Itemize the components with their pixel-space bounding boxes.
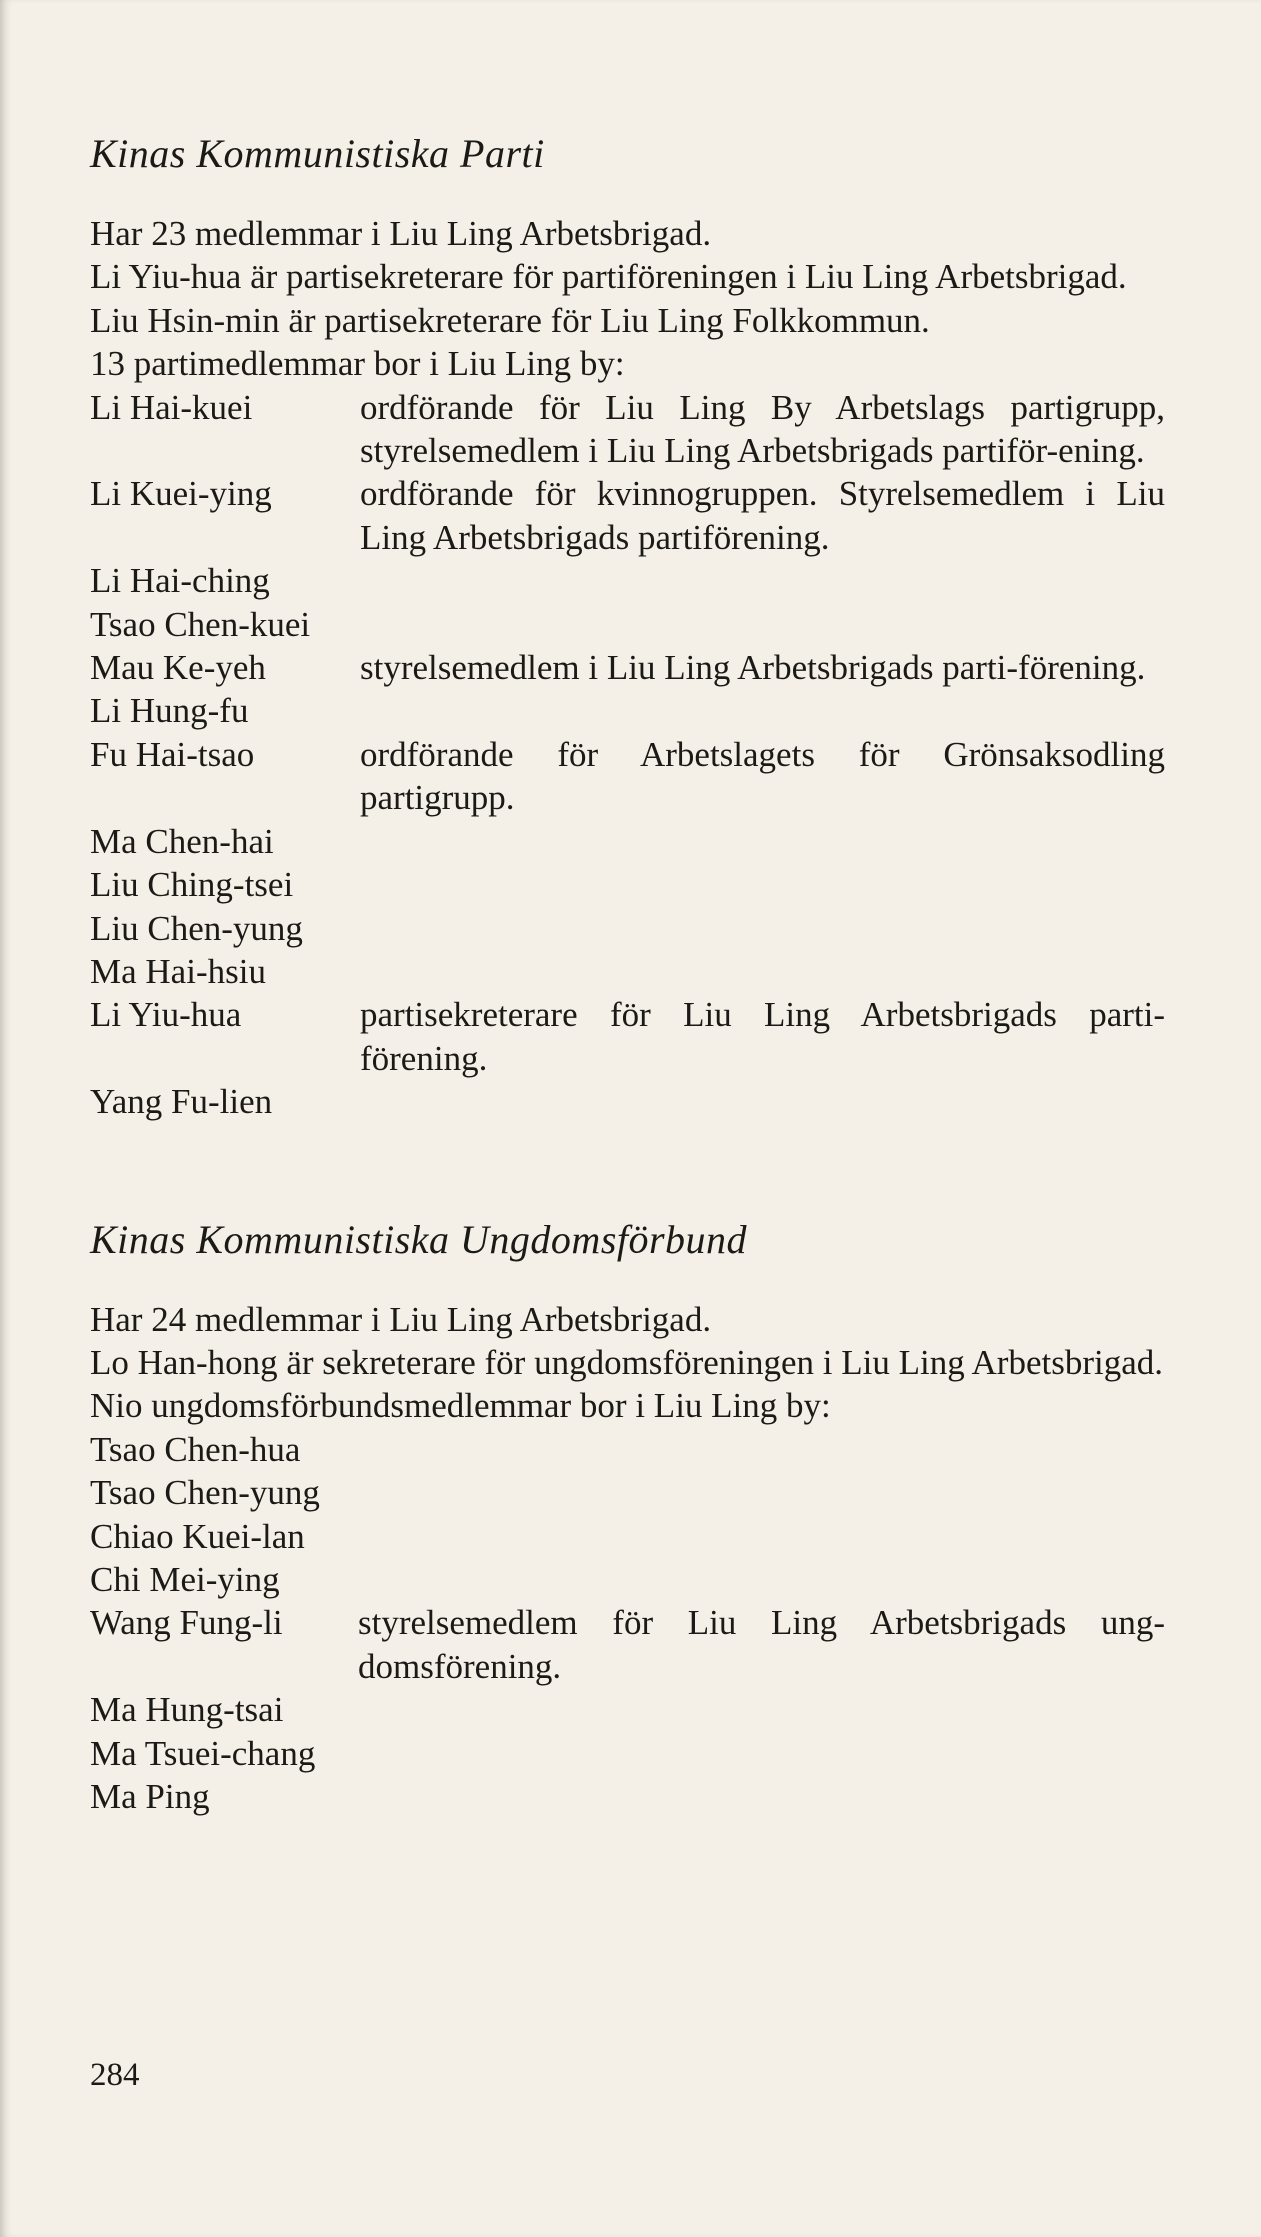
member-role: styrelsemedlem i Liu Ling Arbetsbrigads parti-förening. xyxy=(360,648,1146,688)
section-title-youth-league: Kinas Kommunistiska Ungdomsförbund xyxy=(90,1216,748,1262)
member-row xyxy=(90,820,1165,863)
member-name: Li Yiu-hua xyxy=(90,995,242,1035)
member-row xyxy=(90,1688,1165,1731)
member-row xyxy=(90,993,1165,1080)
member-row xyxy=(90,1471,1165,1514)
member-name: Li Kuei-ying xyxy=(90,474,272,514)
member-row xyxy=(90,907,1165,950)
member-name: Li Hai-ching xyxy=(90,561,270,601)
member-role: ordförande för Liu Ling By Arbetslags partigrupp, styrelsemedlem i Liu Ling Arbetsbrigads partiför-ening. xyxy=(360,387,1165,471)
member-name: Mau Ke-yeh xyxy=(90,648,266,688)
member-name: Liu Chen-yung xyxy=(90,908,303,948)
intro-line: Har 24 medlemmar i Liu Ling Arbetsbrigad. xyxy=(90,1299,712,1339)
member-name: Ma Hai-hsiu xyxy=(90,951,266,991)
member-row xyxy=(90,863,1165,906)
intro-line: Lo Han-hong är sekreterare för ungdomsföreningen i Liu Ling Arbetsbrigad. xyxy=(90,1342,1164,1382)
member-name: Li Hai-kuei xyxy=(90,387,253,427)
member-name: Ma Hung-tsai xyxy=(90,1690,284,1730)
member-name: Ma Chen-hai xyxy=(90,821,274,861)
member-name: Liu Ching-tsei xyxy=(90,865,294,905)
member-row xyxy=(90,689,1165,732)
member-row xyxy=(90,1601,1165,1688)
member-role: ordförande för kvinnogruppen. Styrelsemedlem i Liu Ling Arbetsbrigads partiförening. xyxy=(360,474,1165,557)
member-role: styrelsemedlem för Liu Ling Arbetsbrigads ung-domsförening. xyxy=(358,1603,1165,1686)
member-name: Chi Mei-ying xyxy=(90,1559,280,1599)
member-name: Fu Hai-tsao xyxy=(90,734,255,774)
member-name: Wang Fung-li xyxy=(90,1603,283,1643)
page-number: 284 xyxy=(90,2057,140,2093)
intro-line: Liu Hsin-min är partisekreterare för Liu Ling Folkkommun. xyxy=(90,300,930,340)
member-row xyxy=(90,603,1165,646)
member-name: Yang Fu-lien xyxy=(90,1082,273,1122)
member-name: Tsao Chen-hua xyxy=(90,1429,301,1469)
member-name: Li Hung-fu xyxy=(90,691,249,731)
member-role: ordförande för Arbetslagets för Grönsaksodling partigrupp. xyxy=(360,734,1165,818)
member-row xyxy=(90,559,1165,602)
intro-line: Har 23 medlemmar i Liu Ling Arbetsbrigad. xyxy=(90,214,712,253)
intro-line: 13 partimedlemmar bor i Liu Ling by: xyxy=(90,344,625,384)
intro-line: Li Yiu-hua är partisekreterare för partiföreningen i Liu Ling Arbetsbrigad. xyxy=(90,257,1127,297)
member-row xyxy=(90,386,1165,473)
member-name: Ma Tsuei-chang xyxy=(90,1733,316,1773)
member-row xyxy=(90,1080,1165,1123)
member-row xyxy=(90,1558,1165,1601)
member-name: Tsao Chen-kuei xyxy=(90,604,311,644)
member-role: partisekreterare för Liu Ling Arbetsbrigads parti-förening. xyxy=(360,995,1165,1078)
intro-line: Nio ungdomsförbundsmedlemmar bor i Liu Ling by: xyxy=(90,1386,831,1426)
member-name: Tsao Chen-yung xyxy=(90,1473,320,1513)
youth-league-section xyxy=(90,1216,1165,1819)
member-row xyxy=(90,1428,1165,1471)
member-row xyxy=(90,1515,1165,1558)
member-row xyxy=(90,733,1165,820)
member-row xyxy=(90,1775,1165,1818)
section-title-party: Kinas Kommunistiska Parti xyxy=(90,131,545,176)
page-content xyxy=(90,130,1165,1818)
member-row xyxy=(90,1732,1165,1775)
member-name: Ma Ping xyxy=(90,1777,210,1816)
member-row xyxy=(90,646,1165,689)
member-row xyxy=(90,472,1165,559)
member-name: Chiao Kuei-lan xyxy=(90,1516,305,1556)
member-row xyxy=(90,950,1165,993)
